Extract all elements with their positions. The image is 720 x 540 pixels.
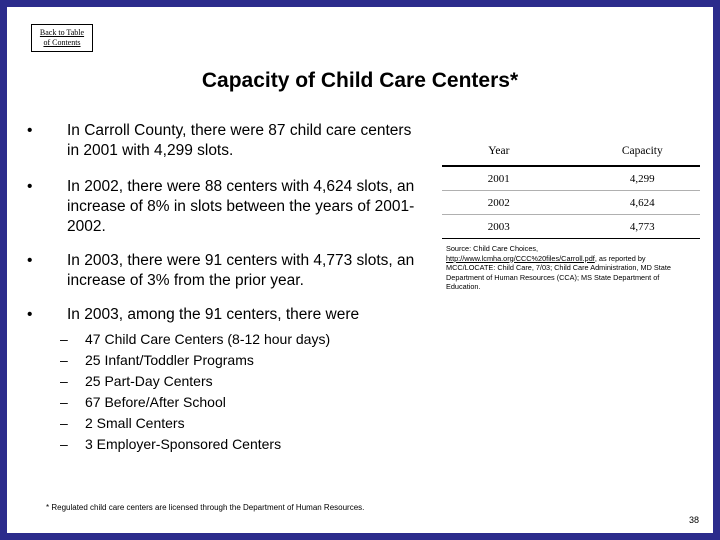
- sub-text: 47 Child Care Centers (8-12 hour days): [85, 331, 331, 347]
- sub-marker: –: [60, 373, 68, 389]
- bullet-text: In 2002, there were 88 centers with 4,624 slots, an increase of 8% in slots between the years of 2001-2002.: [67, 178, 415, 235]
- cell-capacity: 4,773: [585, 215, 700, 239]
- table-row: [442, 191, 700, 215]
- sub-marker: –: [60, 352, 68, 368]
- cell-year: 2001: [442, 166, 585, 191]
- cell-year: 2003: [442, 215, 585, 239]
- cell-year: 2002: [442, 191, 585, 215]
- source-note: [446, 244, 686, 292]
- sub-text: 2 Small Centers: [85, 415, 185, 431]
- cell-capacity: 4,299: [585, 166, 700, 191]
- back-to-contents-link[interactable]: [31, 24, 93, 52]
- table-header-row: [442, 137, 700, 166]
- table-row: [442, 166, 700, 191]
- sub-text: 3 Employer-Sponsored Centers: [85, 436, 282, 452]
- sub-text: 67 Before/After School: [85, 394, 226, 410]
- capacity-table: [442, 137, 700, 239]
- page-number: 38: [688, 515, 699, 525]
- sub-marker: –: [60, 415, 68, 431]
- back-link-line2: of Contents: [43, 38, 81, 47]
- sub-marker: –: [60, 331, 68, 347]
- source-link[interactable]: http://www.lcmha.org/CCC%20files/Carroll.pdf: [446, 253, 595, 263]
- source-suffix: , as reported by MCC/LOCATE: Child Care, 7/03; Child Care Administration, MD State Department of Human Resources (CCA); MS State Department of Education.: [446, 253, 671, 291]
- page-title: Capacity of Child Care Centers*: [201, 69, 519, 92]
- back-link-line1: Back to Table: [39, 28, 85, 37]
- bullet-marker: •: [27, 122, 33, 139]
- footnote: * Regulated child care centers are licensed through the Department of Human Resources.: [46, 503, 365, 512]
- header-year: Year: [442, 137, 585, 166]
- bullet-marker: •: [27, 252, 33, 269]
- table-row: [442, 215, 700, 239]
- sub-text: 25 Part-Day Centers: [85, 373, 213, 389]
- sub-marker: –: [60, 394, 68, 410]
- header-capacity: Capacity: [585, 137, 700, 166]
- slide: [7, 7, 713, 533]
- bullet-marker: •: [27, 306, 33, 323]
- cell-capacity: 4,624: [585, 191, 700, 215]
- source-prefix: Source: Child Care Choices,: [446, 244, 539, 253]
- bullet-text: In 2003, among the 91 centers, there were: [67, 306, 360, 323]
- bullet-text: In Carroll County, there were 87 child care centers in 2001 with 4,299 slots.: [67, 122, 412, 159]
- sub-text: 25 Infant/Toddler Programs: [85, 352, 254, 368]
- bullet-text: In 2003, there were 91 centers with 4,773 slots, an increase of 3% from the prior year.: [67, 252, 415, 289]
- bullet-marker: •: [27, 178, 33, 195]
- sub-marker: –: [60, 436, 68, 452]
